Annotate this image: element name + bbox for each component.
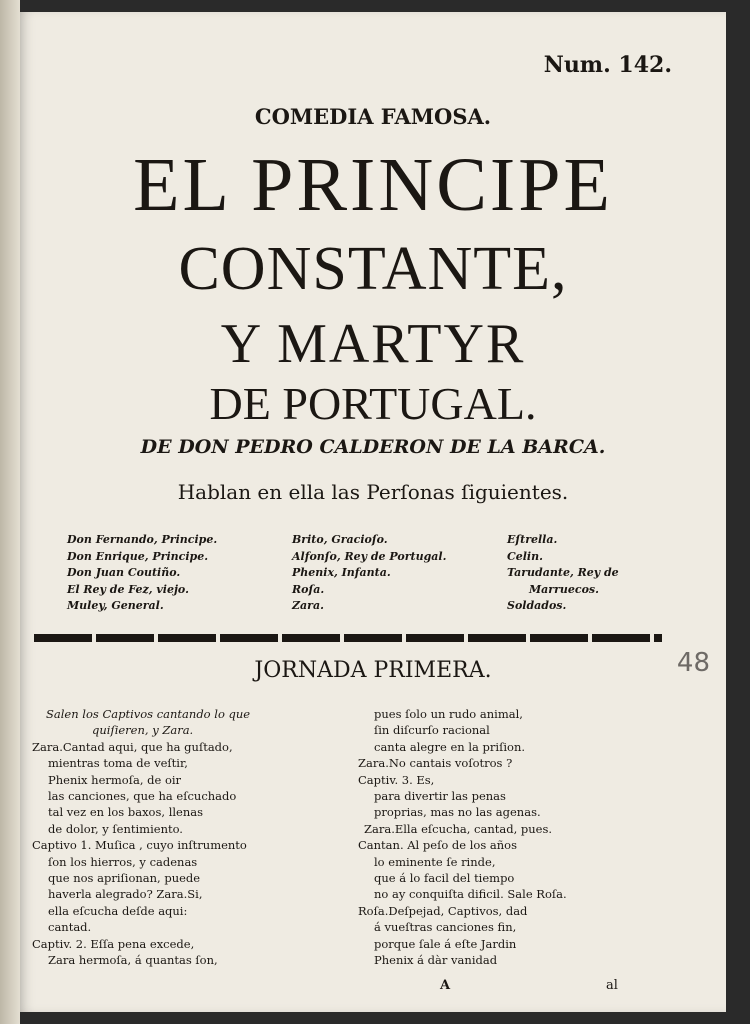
handwritten-folio-number: 48	[676, 648, 710, 678]
author-line: DE DON PEDRO CALDERON DE LA BARCA.	[140, 436, 606, 458]
facing-page-edge	[0, 0, 20, 1024]
cast-entry: Soldados.	[507, 599, 567, 612]
verse-line: de dolor, y ſentimiento.	[48, 821, 183, 836]
document-page	[20, 12, 726, 1012]
pre-title: COMEDIA FAMOSA.	[254, 104, 492, 129]
verse-line: porque ſale á eſte Jardin	[374, 936, 517, 951]
text-column-left	[32, 706, 250, 969]
verse-line: á vueſtras canciones fin,	[374, 920, 517, 935]
title-line-1: EL PRINCIPE	[133, 143, 613, 227]
text-column-right	[358, 706, 567, 969]
verse-line: no ay conquiſta dificil. Sale Roſa.	[374, 887, 567, 902]
cast-entry: Muley, General.	[67, 599, 164, 612]
verse-line: cantad.	[48, 920, 92, 935]
stage-direction: quiſieren, y Zara.	[92, 723, 194, 738]
verse-line: Phenix hermoſa, de oir	[48, 772, 182, 787]
title-line-3: Y MARTYR	[220, 313, 526, 375]
cast-entry: Marruecos.	[529, 582, 599, 596]
ornamental-rule	[34, 634, 662, 642]
cast-column-3	[507, 532, 619, 615]
cast-entry: Celin.	[507, 549, 543, 563]
verse-line: Zara hermoſa, á quantas ſon,	[48, 953, 218, 968]
verse-line: ſon los hierros, y cadenas	[48, 854, 198, 869]
verse-line: Captivo 1. Muſica , cuyo inſtrumento	[32, 838, 247, 853]
play-number: Num. 142.	[543, 52, 672, 78]
verse-line: que á lo facil del tiempo	[374, 871, 515, 886]
verse-line: Zara.Ella eſcucha, cantad, pues.	[364, 821, 553, 836]
stage-direction: Salen los Captivos cantando lo que	[46, 707, 251, 721]
catchword: al	[606, 978, 618, 993]
cast-column-2	[292, 532, 446, 615]
verse-line: mientras toma de veſtir,	[48, 756, 188, 771]
verse-line: haverla alegrado? Zara.Si,	[48, 887, 203, 902]
verse-line: para divertir las penas	[374, 789, 506, 804]
cast-entry: Eſtrella.	[507, 533, 558, 546]
cast-entry: Brito, Gracioſo.	[292, 533, 388, 546]
verse-line: pues ſolo un rudo animal,	[374, 707, 523, 721]
cast-entry: Zara.	[292, 599, 324, 612]
verse-line: Captiv. 2. Eſſa pena excede,	[32, 936, 195, 951]
verse-line: lo eminente ſe rinde,	[374, 854, 496, 869]
act-heading: JORNADA PRIMERA.	[254, 658, 492, 683]
cast-entry: Phenix, Infanta.	[292, 566, 391, 579]
cast-entry: Alfonſo, Rey de Portugal.	[292, 549, 447, 563]
cast-heading: Hablan en ella las Perſonas ſiguientes.	[177, 480, 569, 504]
cast-entry: Don Juan Coutiño.	[67, 566, 181, 579]
verse-line: Roſa.Deſpejad, Captivos, dad	[358, 903, 528, 918]
cast-entry: Roſa.	[292, 582, 325, 596]
verse-line: Captiv. 3. Es,	[358, 772, 435, 787]
verse-line: Cantan. Al peſo de los años	[358, 838, 517, 853]
title-line-4: DE PORTUGAL.	[209, 378, 537, 429]
title-line-2: CONSTANTE,	[178, 235, 568, 303]
cast-entry: Don Enrique, Principe.	[67, 549, 209, 563]
verse-line: Zara.Cantad aqui, que ha guſtado,	[32, 739, 233, 754]
verse-line: tal vez en los baxos, llenas	[48, 805, 204, 820]
verse-line: las canciones, que ha eſcuchado	[48, 789, 237, 804]
signature-mark: A	[440, 978, 451, 993]
cast-column-1	[67, 532, 217, 615]
cast-entry: El Rey de Fez, viejo.	[67, 582, 189, 596]
verse-line: proprias, mas no las agenas.	[374, 805, 541, 820]
verse-line: ſin diſcurſo racional	[374, 723, 490, 738]
verse-line: Zara.No cantais voſotros ?	[358, 756, 513, 771]
verse-line: ella eſcucha deſde aqui:	[48, 903, 188, 918]
verse-line: Phenix á dàr vanidad	[374, 953, 498, 968]
cast-entry: Don Fernando, Principe.	[67, 533, 218, 546]
verse-line: canta alegre en la priſion.	[374, 739, 526, 754]
verse-line: que nos apriſionan, puede	[48, 871, 201, 886]
cast-entry: Tarudante, Rey de	[507, 566, 619, 579]
